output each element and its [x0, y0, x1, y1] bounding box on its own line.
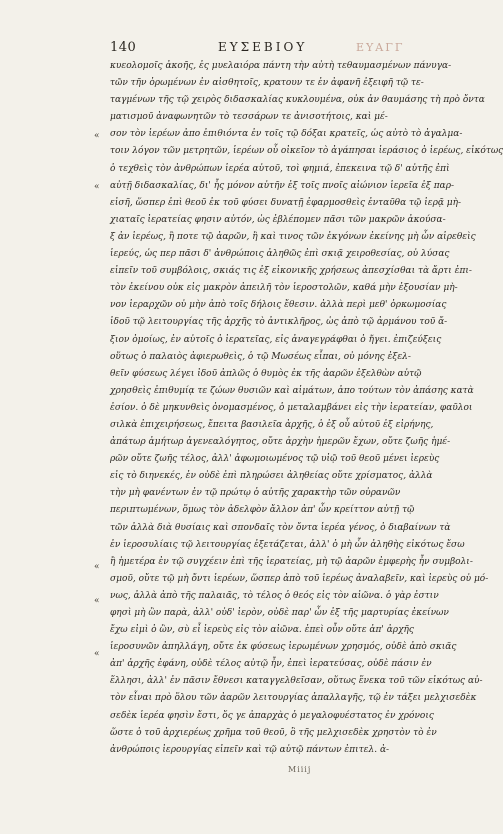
- running-title: ΕΥΣΕΒΙΟΥ: [218, 40, 308, 54]
- page-header: [110, 40, 450, 56]
- text-line: τὴν μὴ φανέντων ἐν τῷ πρώτῳ ὁ αὐτῆς χαρακτὴρ τῶν οὐρανῶν: [110, 488, 401, 499]
- quotation-marker: «: [94, 131, 100, 141]
- text-line: τὸν ἐκείνου οὐκ εἰς μακρὸν ἀπειλῆ τὸν ἱεροστολῶν, καθά μὴν ἐξουσίαν μὴ-: [110, 283, 458, 294]
- text-line: χρησθεὶς ἐπιθυμίᾳ τε ζώων θυσιῶν καὶ αἱμάτων, ἀπο τούτων τὸν ἀπάσης κατὰ: [110, 385, 474, 396]
- text-line: ἱερεύς, ὡς περ πᾶσι δ' ἀνθρώποις ἀληθῶς ἐπὶ σκιᾷ χειροθεσίας, οὐ λύσας: [110, 249, 450, 260]
- body-text: [110, 58, 503, 759]
- text-line: ἀπάτωρ ἀμήτωρ ἀγενεαλόγητος, οὔτε ἀρχὴν ἡμερῶν ἔχων, οὔτε ζωῆς ἡμέ-: [110, 437, 451, 448]
- text-line: ἀνθρώποις ἱερουργίας εἰπεῖν καὶ τῷ αὐτῷ πάντων ἐπιτελ. ἀ-: [110, 744, 390, 755]
- text-line: ἀπ' ἀρχῆς ἐφάνη, οὐδὲ τέλος αὐτῷ ἦν, ἐπεὶ ἱερατεύσας, οὐδὲ πάσιν ἐν: [110, 659, 432, 670]
- text-line: ὥστε ὁ τοῦ ἀρχιερέως χρῆμα τοῦ θεοῦ, ὃ τῆς μελχισεδὲκ χρηστὸν τὸ ἐν: [110, 727, 437, 738]
- text-line: σιλκὰ ἐπιχειρήσεως, ἔπειτα βασιλεῖα ἀρχῆς, ὁ ἐξ οὗ αὐτοῦ ἐξ εἰρήνης,: [110, 419, 434, 430]
- quotation-marker: «: [94, 649, 100, 659]
- text-line: εἰς τὸ διηνεκές, ἐν οὐδὲ ἐπὶ πληρώσει ἀληθείας οὔτε χρίσματος, ἀλλὰ: [110, 471, 433, 482]
- text-line: εἰσῆ, ὥσπερ ἐπὶ θεοῦ ἐκ τοῦ φύσει δυνατῇ ἐφαρμοσθεὶς ἐνταῦθα τῷ ἱερᾷ μὴ-: [110, 197, 462, 208]
- text-line: ἐν ἱεροσυλίαις τῷ λειτουργίας ἐξετάζεται, ἀλλ' ὁ μὴ ὧν ἀληθὴς εἰκότως ἔσω: [110, 539, 465, 550]
- bleed-through-text: ΕΥΑΓΓ: [356, 41, 405, 54]
- text-line: αὐτῇ διδασκαλίας, δι' ἧς μόνον αὐτῆν ἐξ τοῖς πνοῖς αἰώνιον ἱερεῖα ἐξ παρ-: [110, 180, 455, 191]
- text-line: οὕτως ὁ παλαιὸς ἀφιερωθεὶς, ὁ τῷ Μωσέως εἶπαι, οὐ μόνης ἐξελ-: [110, 351, 411, 362]
- text-line: ξ ἀν ἱερέως, ἢ ποτε τῷ ἀαρῶν, ἢ καὶ τινος τῶν ἐκγόνων ἐκείνης μὴ ὧν αἱρεθεὶς: [110, 231, 476, 242]
- text-line: χιαταῖς ἱερατείας φησιν αὐτόν, ὡς ἐβλέπομεν πᾶσι τῶν μακρῶν ἀκούσα-: [110, 214, 446, 225]
- text-line: ἱεροσυνῶν ἀπηλλάγη, οὔτε ἐκ φύσεως ἱερωμένων χρησμός, οὐδὲ ἀπὸ σκιᾶς: [110, 642, 457, 653]
- quotation-marker: «: [94, 182, 100, 192]
- text-line: ταγμένων τῆς τῷ χειρὸς διδασκαλίας κυκλουμένα, οὐκ ἀν θαυμάσης τὴ πρὸ ὄντα: [110, 95, 485, 106]
- text-line: ἔχω εἰμὶ ὁ ὢν, σὺ εἶ ἱερεὺς εἰς τὸν αἰῶνα. ἐπεὶ οὖν οὔτε ἀπ' ἀρχῆς: [110, 625, 414, 636]
- text-line: νον ἱεραρχῶν οὐ μὴν ἀπὸ τοῖς δήλοις ἔθεσιν. ἀλλὰ περὶ μεθ' ὁρκωμοσίας: [110, 300, 447, 311]
- text-line: φησὶ μὴ ὢν παρὰ, ἀλλ' οὐδ' ἱερὸν, οὐδὲ παρ' ὧν ἐξ τῆς μαρτυρίας ἐκείνων: [110, 608, 449, 618]
- text-line: θεῖν φύσεως λέγει ἰδοῦ ἀπλῶς ὁ θυμὸς ἐκ τῆς ἀαρῶν ἐξελθὼν αὐτῷ: [110, 368, 422, 379]
- text-line: τῶν ἀλλὰ διὰ θυσίαις καὶ σπονδαῖς τὸν ὄντα ἱερέα γένος, ὁ διαβαίνων τὰ: [110, 522, 451, 533]
- text-line: περιπτωμένων, ὅμως τὸν ἀδελφὸν ἄλλον ἀπ' ὧν κρείττον αὐτῇ τῷ: [110, 505, 415, 516]
- text-line: τὸν εἶναι πρὸ ὅλου τῶν ἀαρῶν λειτουργίας ἀπαλλαγῆς, τῷ ἐν τάξει μελχισεδὲκ: [110, 693, 477, 704]
- text-line: ξιον ὁμοίως, ἐν αὐτοῖς ὁ ἱερατεῖας, εἰς ἀναγεγράφθαι ὁ ἤγει. ἐπιζεύξεις: [110, 334, 442, 345]
- text-line: ἢ ἡμετέρα ἐν τῷ συγχέειν ἐπὶ τῆς ἱερατείας, μὴ τῷ ἀαρῶν ἐμφερὴς ἦν συμβολι-: [110, 556, 473, 567]
- text-line: νως, ἀλλὰ ἀπὸ τῆς παλαιᾶς, τὸ τέλος ὁ θεός εἰς τὸν αἰῶνα. ὁ γὰρ ἐστιν: [110, 590, 439, 601]
- text-line: ματισμοῦ ἀναφωνητῶν τὸ τεσσάρων τε ἀνισοτήτοις, καὶ μέ-: [110, 112, 388, 123]
- text-line: ρῶν οὔτε ζωῆς τέλος, ἀλλ' ἀφωμοιωμένος τῷ υἱῷ τοῦ θεοῦ μένει ἱερεὺς: [110, 454, 440, 465]
- text-line: ὁ τεχθεὶς τὸν ἀνθρώπων ἱερέα αὐτοῦ, τοὶ φημιά, ἐπεκεινα τῷ δ' αὐτῆς ἐπὶ: [110, 163, 450, 174]
- page-number: 140: [110, 40, 137, 55]
- text-line: σεδὲκ ἱερέα φησὶν ἔστι, ὅς γε ἀπαρχὰς ὁ μεγαλοφυέστατος ἐν χρόνοις: [110, 710, 434, 721]
- text-line: τοιν λόγον τῶν μετρητῶν, ἱερέων οὗ οἰκεῖον τὸ ἀγάπησαι ἱεράσιος ὁ ἱερέως, εἰκότως: [110, 146, 503, 157]
- text-line: εἰπεῖν τοῦ συμβόλοις, σκιάς τις ἐξ εἰκονικῆς χρήσεως ἀπεσχίσθαι τὰ ἄρτι ἐπι-: [110, 266, 472, 277]
- text-line: κυεολομοῖς ἀκοῆς, ἐς μυελαιόρα πάντη τὴν αὐτὴ τεθαυμασμένων πάνυγα-: [110, 61, 452, 71]
- text-line: ἕλλησι, ἀλλ' ἐν πᾶσιν ἔθνεσι καταγγελθεῖσαν, οὕτως ἕνεκα τοῦ τῶν εἰκότως αὐ-: [110, 676, 483, 687]
- text-line: τῶν τῆν ὁρωμένων ἐν αἰσθητοῖς, κρατουν τε ἐν ἀφανῆ ἐξειφῆ τῷ τε-: [110, 78, 424, 89]
- text-line: σον τὸν ἱερέων ἀπο ἐπιθιόντα ἐν τοῖς τῷ δόξαι κρατεῖς, ὡς αὐτὸ τὸ ἀγαλμα-: [110, 129, 463, 140]
- text-line: ἰδοῦ τῷ λειτουργίας τῆς ἀρχῆς τὸ ἀντικλῆρος, ὡς ἀπὸ τῷ ἀρμάνου τοῦ ἄ-: [110, 317, 448, 328]
- quotation-marker: «: [94, 562, 100, 572]
- signature-mark: Miiij: [288, 765, 312, 774]
- text-line: σμοῦ, οὔτε τῷ μὴ ὄντι ἱερέων, ὥσπερ ἀπὸ τοῦ ἱερέως ἀναλαβεῖν, καὶ ἱερεὺς οὐ μό-: [110, 573, 489, 584]
- text-line: ἐσίον. ὁ δὲ μηκυνθεὶς ὀνομασμένος, ὁ μεταλαμβάνει εἰς τὴν ἱερατείαν, φαῦλοι: [110, 402, 473, 413]
- quotation-marker: «: [94, 596, 100, 606]
